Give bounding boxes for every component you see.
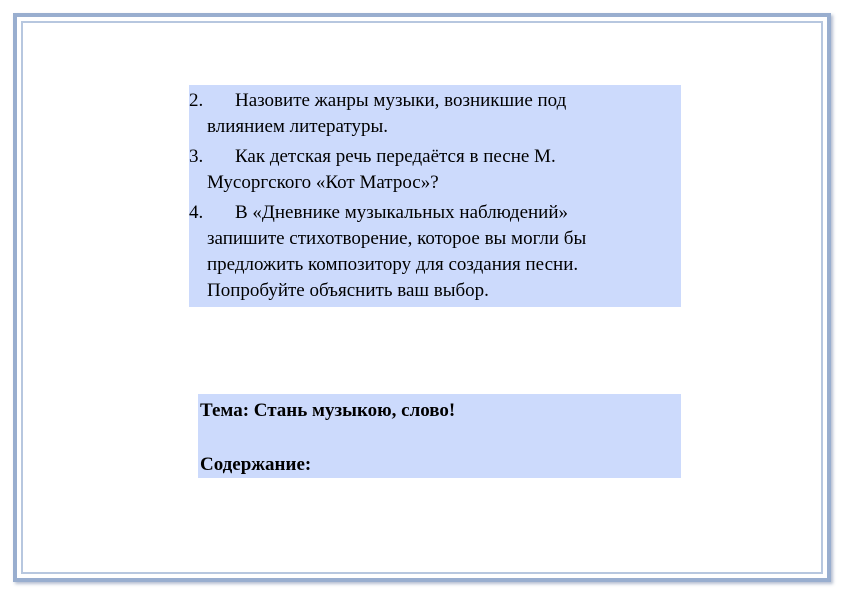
question-text-line: Мусоргского «Кот Матрос»? bbox=[207, 172, 439, 193]
question-number: 3. bbox=[189, 146, 204, 167]
question-text-line: В «Дневнике музыкальных наблюдений» bbox=[235, 202, 569, 223]
question-text-line: Назовите жанры музыки, возникшие под bbox=[235, 90, 567, 111]
topic-spacer bbox=[200, 424, 681, 451]
content-label: Содержание: bbox=[200, 454, 312, 475]
question-item-2 bbox=[189, 88, 681, 140]
question-number: 2. bbox=[189, 90, 204, 111]
question-text-line: Как детская речь передаётся в песне М. bbox=[235, 146, 556, 167]
question-text-line: Попробуйте объяснить ваш выбор. bbox=[207, 280, 489, 301]
question-text-line: влиянием литературы. bbox=[207, 116, 389, 137]
question-item-3 bbox=[189, 144, 681, 196]
question-text-line: запишите стихотворение, которое вы могли бы bbox=[207, 228, 587, 249]
questions-box bbox=[189, 85, 681, 307]
question-item-4 bbox=[189, 200, 681, 304]
topic-title: Тема: Стань музыкою, слово! bbox=[200, 400, 456, 421]
topic-box bbox=[198, 394, 681, 478]
question-text-line: предложить композитору для создания песни. bbox=[207, 254, 579, 275]
question-number: 4. bbox=[189, 202, 204, 223]
